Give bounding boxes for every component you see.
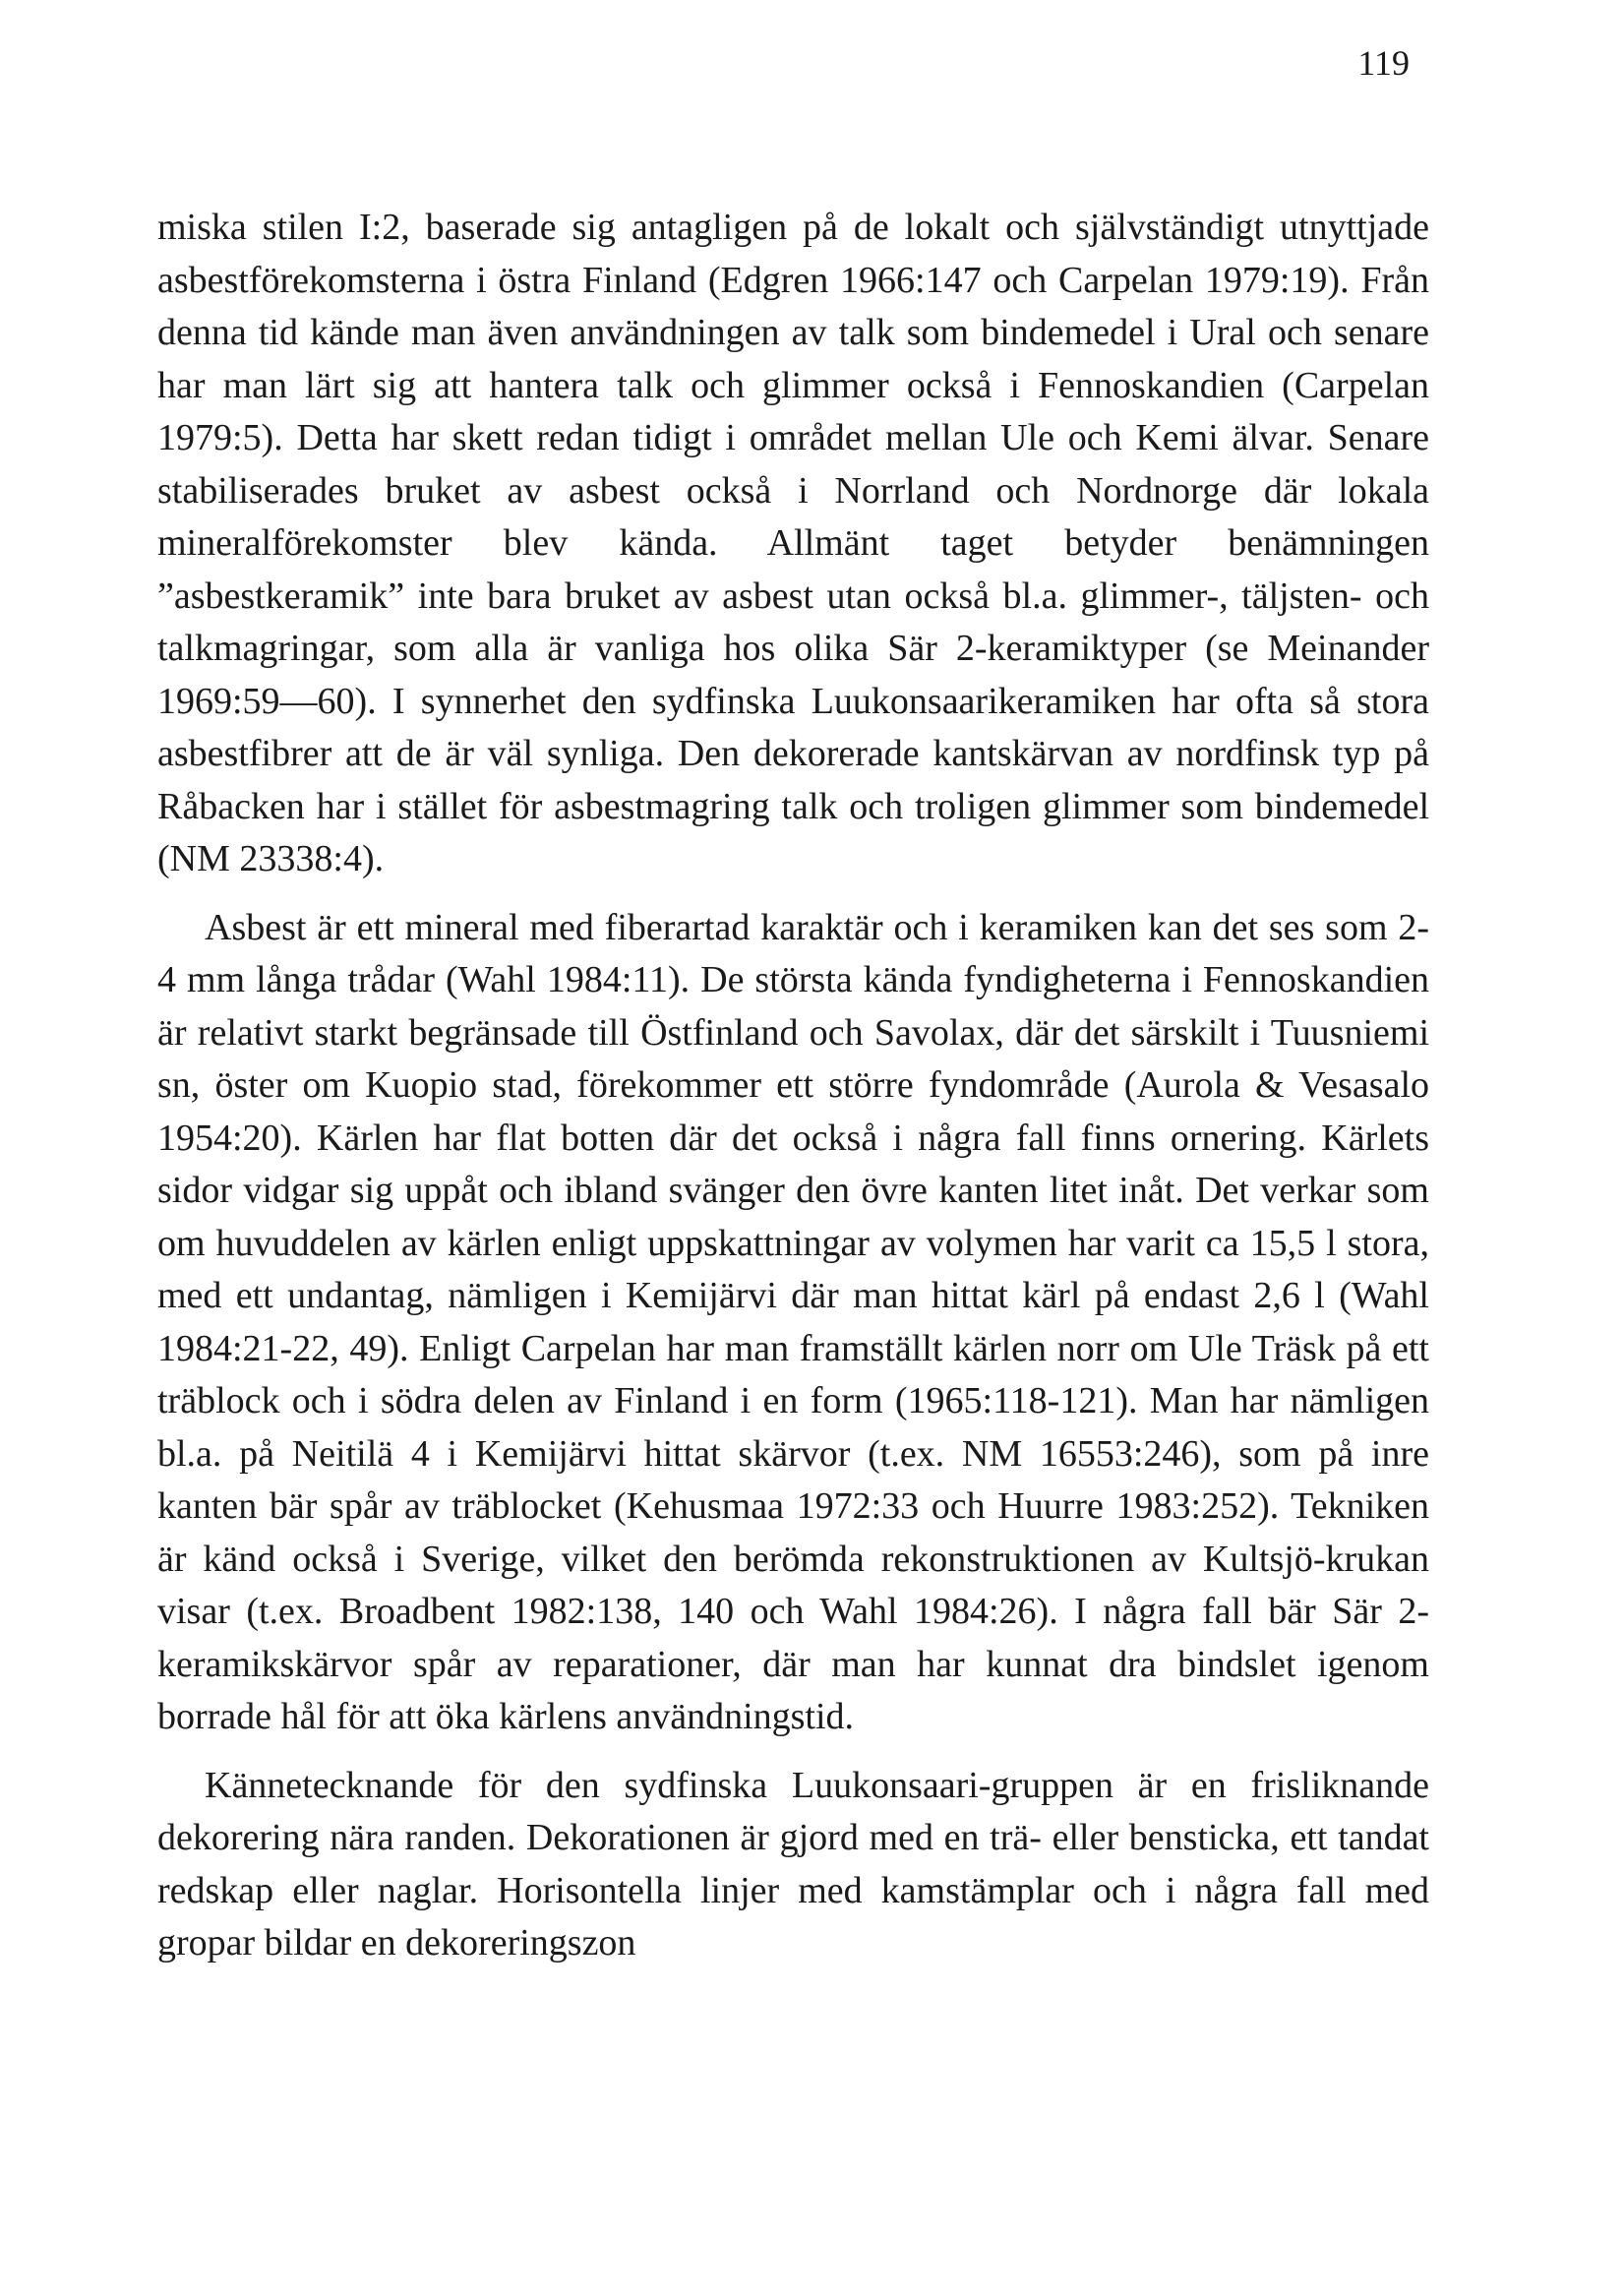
paragraph-1: miska stilen I:2, baserade sig antagligen på de lokalt och självständigt utnyttjade asbestförekomsterna i östra Finland (Edgren 1966:147 och Carpelan 1979:19). Från denna tid kände man även användningen av talk som bindemedel i Ural och senare har man lärt sig att hantera talk och glimmer också i Fennoskandien (Carpelan 1979:5). Detta har skett redan tidigt i området mellan Ule och Kemi älvar. Senare stabiliserades bruket av asbest också i Norrland och Nordnorge där lokala mineralförekomster blev kända. Allmänt taget betyder benämningen ”asbestkeramik” inte bara bruket av asbest utan också bl.a. glimmer-, täljsten- och talkmagringar, som alla är vanliga hos olika Sär 2-keramiktyper (se Meinander 1969:59—60). I synnerhet den sydfinska Luukonsaarikeramiken har ofta så stora asbestfibrer att de är väl synliga. Den dekorerade kantskärvan av nordfinsk typ på Råbacken har i stället för asbestmagring talk och troligen glimmer som bindemedel (NM 23338:4). (157, 207, 1429, 879)
page-number: 119 (1357, 43, 1410, 83)
paragraph-3: Kännetecknande för den sydfinska Luukonsaari-gruppen är en frisliknande dekorering nära randen. Dekorationen är gjord med en trä- eller bensticka, ett tandat redskap eller naglar. Horisontella linjer med kamstämplar och i några fall med gropar bildar en dekoreringszon (157, 1764, 1429, 1964)
body-text (157, 202, 1429, 1986)
paragraph-2: Asbest är ett mineral med fiberartad karaktär och i keramiken kan det ses som 2-4 mm långa trådar (Wahl 1984:11). De största kända fyndigheterna i Fennoskandien är relativt starkt begränsade till Östfinland och Savolax, där det särskilt i Tuusniemi sn, öster om Kuopio stad, förekommer ett större fyndområde (Aurola & Vesasalo 1954:20). Kärlen har flat botten där det också i några fall finns ornering. Kärlets sidor vidgar sig uppåt och ibland svänger den övre kanten litet inåt. Det verkar som om huvuddelen av kärlen enligt uppskattningar av volymen har varit ca 15,5 l stora, med ett undantag, nämligen i Kemijärvi där man hittat kärl på endast 2,6 l (Wahl 1984:21-22, 49). Enligt Carpelan har man framställt kärlen norr om Ule Träsk på ett träblock och i södra delen av Finland i en form (1965:118-121). Man har nämligen bl.a. på Neitilä 4 i Kemijärvi hittat skärvor (t.ex. NM 16553:246), som på inre kanten bär spår av träblocket (Kehusmaa 1972:33 och Huurre 1983:252). Tekniken är känd också i Sverige, vilket den berömda rekonstruktionen av Kultsjö-krukan visar (t.ex. Broadbent 1982:138, 140 och Wahl 1984:26). I några fall bär Sär 2-keramikskärvor spår av reparationer, där man har kunnat dra bindslet igenom borrade hål för att öka kärlens användningstid. (157, 906, 1429, 1737)
